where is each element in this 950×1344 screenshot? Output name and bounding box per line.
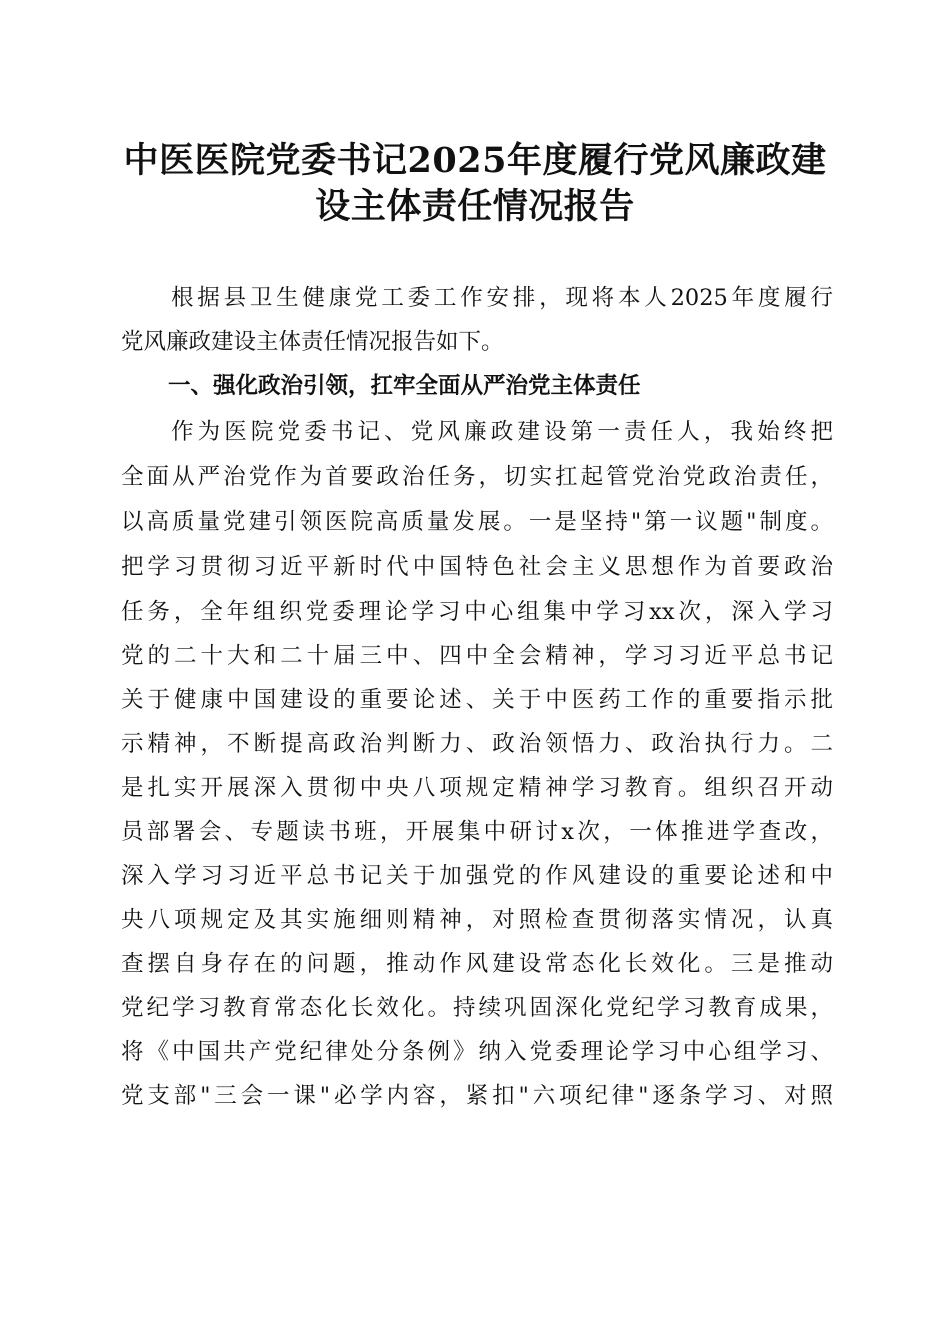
body-paragraph-line: 党的二十大和二十届三中、四中全会精神，学习习近平总书记 [121,643,833,669]
body-paragraph-line: 深入学习习近平总书记关于加强党的作风建设的重要论述和中 [121,863,833,889]
body-paragraph-line: 员部署会、专题读书班，开展集中研讨x次，一体推进学查改， [121,819,833,845]
body-paragraph-line: 是扎实开展深入贯彻中央八项规定精神学习教育。组织召开动 [121,775,833,801]
body-paragraph-line: 将《中国共产党纪律处分条例》纳入党委理论学习中心组学习、 [121,1039,833,1065]
body-paragraph-line: 关于健康中国建设的重要论述、关于中医药工作的重要指示批 [121,687,833,713]
body-paragraph-line: 全面从严治党作为首要政治任务，切实扛起管党治党政治责任， [121,464,833,490]
intro-paragraph-line: 党风廉政建设主体责任情况报告如下。 [121,329,504,355]
body-paragraph-line: 央八项规定及其实施细则精神，对照检查贯彻落实情况，认真 [121,907,833,933]
body-paragraph-line: 党纪学习教育常态化长效化。持续巩固深化党纪学习教育成果， [121,995,833,1021]
section-heading: 一、强化政治引领，扛牢全面从严治党主体责任 [168,373,641,399]
document-title-line-1: 中医医院党委书记2025年度履行党风廉政建 [123,140,827,181]
body-paragraph-line: 以高质量党建引领医院高质量发展。一是坚持"第一议题"制度。 [121,509,833,535]
intro-paragraph-line: 根据县卫生健康党工委工作安排，现将本人2025年度履行 [171,285,833,311]
body-paragraph-line: 查摆自身存在的问题，推动作风建设常态化长效化。三是推动 [121,951,833,977]
body-paragraph-line: 任务，全年组织党委理论学习中心组集中学习xx次，深入学习 [121,599,833,625]
body-paragraph-line: 把学习贯彻习近平新时代中国特色社会主义思想作为首要政治 [121,554,833,580]
body-paragraph-line: 作为医院党委书记、党风廉政建设第一责任人，我始终把 [171,419,833,445]
document-title-line-2: 设主体责任情况报告 [315,186,635,227]
body-paragraph-line: 党支部"三会一课"必学内容，紧扣"六项纪律"逐条学习、对照 [121,1083,833,1109]
body-paragraph-line: 示精神，不断提高政治判断力、政治领悟力、政治执行力。二 [121,731,833,757]
